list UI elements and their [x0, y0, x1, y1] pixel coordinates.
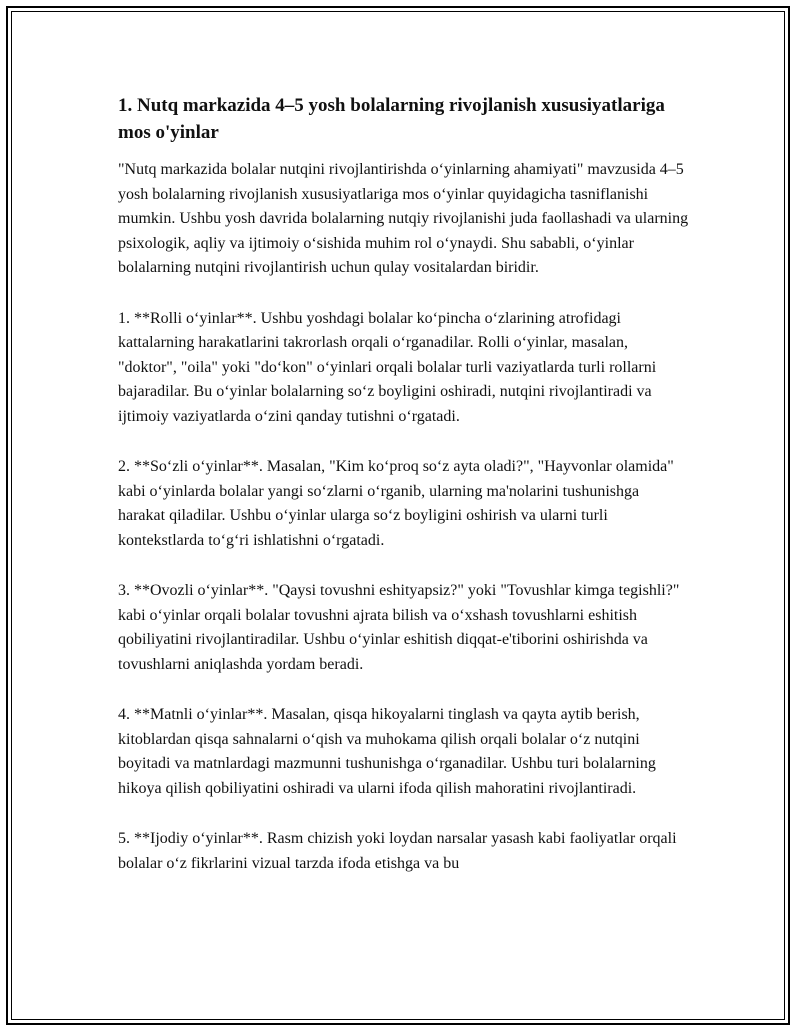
paragraph-intro: "Nutq markazida bolalar nutqini rivojlantirishda o‘yinlarning ahamiyati" mavzusida 4–5 yosh bolalarning rivojlanish xususiyatlariga mos o‘yinlar quyidagicha tasniflanishi mumkin. Ushbu yosh davrida bolalarning nutqiy rivojlanishi juda faollashadi va ularning psixologik, aqliy va ijtimoiy o‘sishida muhim rol o‘ynaydi. Shu sababli, o‘yinlar bolalarning nutqini rivojlantirish uchun qulay vositalardan biridir.: [118, 161, 689, 276]
paragraph-word-games: 2. **So‘zli o‘yinlar**. Masalan, "Kim ko‘proq so‘z ayta oladi?", "Hayvonlar olamida" kabi o‘yinlarda bolalar yangi so‘zlarni o‘rganib, ularning ma'nolarini tushunishga harakat qiladilar. Ushbu o‘yinlar ularga so‘z boyligini oshirish va ularni turli kontekstlarda to‘g‘ri ishlatishni o‘rgatadi.: [118, 458, 674, 549]
paragraph-text-games: 4. **Matnli o‘yinlar**. Masalan, qisqa hikoyalarni tinglash va qayta aytib berish, kitoblardan qisqa sahnalarni o‘qish va muhokama qilish orqali bolalar o‘z nutqini boyitadi va matnlardagi mazmunni tushunishga o‘rganadilar. Ushbu turi bolalarning hikoya qilish qobiliyatini oshiradi va ularni ifoda qilish mahoratini rivojlantiradi.: [118, 706, 656, 797]
paragraph-sound-games: 3. **Ovozli o‘yinlar**. "Qaysi tovushni eshityapsiz?" yoki "Tovushlar kimga tegishli?" kabi o‘yinlar orqali bolalar tovushni ajrata bilish va o‘xshash tovushlarni eshitish qobiliyatini rivojlantiradilar. Ushbu o‘yinlar eshitish diqqat-e'tiborini oshirishda va tovushlarni aniqlashda yordam beradi.: [118, 582, 680, 673]
paragraph-role-games: 1. **Rolli o‘yinlar**. Ushbu yoshdagi bolalar ko‘pincha o‘zlarining atrofidagi kattalarning harakatlarini takrorlash orqali o‘rganadilar. Rolli o‘yinlar, masalan, "doktor", "oila" yoki "do‘kon" o‘yinlari orqali bolalar turli vaziyatlarda turli rollarni bajaradilar. Bu o‘yinlar bolalarning so‘z boyligini oshiradi, nutqini rivojlantiradi va ijtimoiy vaziyatlarda o‘zini qanday tutishni o‘rgatadi.: [118, 309, 657, 425]
document-title: 1. Nutq markazida 4–5 yosh bolalarning rivojlanish xususiyatlariga mos o'yinlar: [118, 95, 665, 143]
paragraph-creative-games: 5. **Ijodiy o‘yinlar**. Rasm chizish yoki loydan narsalar yasash kabi faoliyatlar orqali bolalar o‘z fikrlarini vizual tarzda ifoda etishga va bu: [118, 830, 677, 872]
document-body: [118, 92, 690, 876]
